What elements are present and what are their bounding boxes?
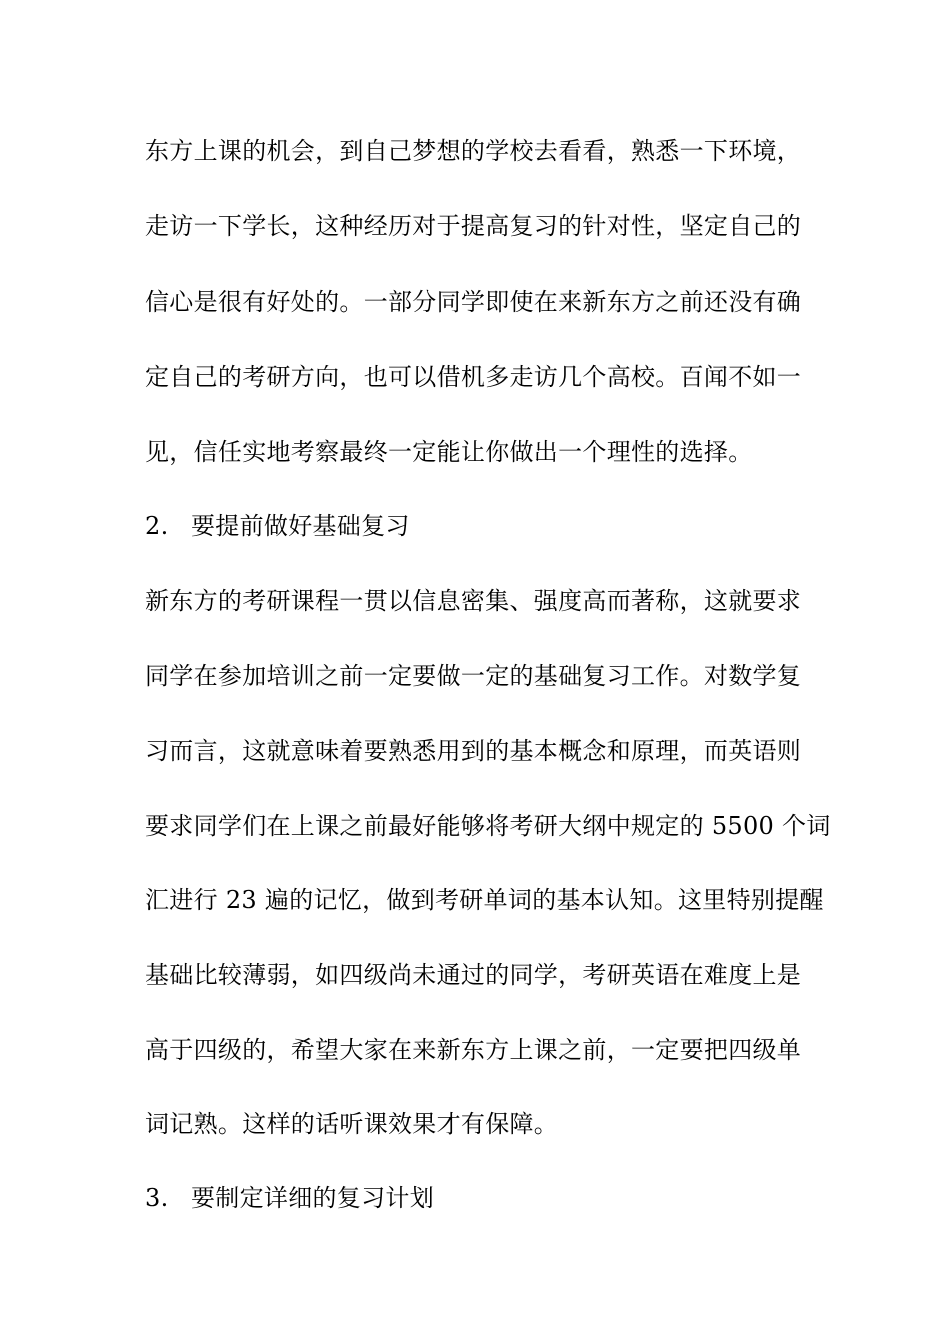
section-heading-3 [145, 1182, 825, 1214]
paragraph-line: 信心是很有好处的。一部分同学即使在来新东方之前还没有确 [145, 288, 802, 316]
paragraph-line: 要求同学们在上课之前最好能够将考研大纲中规定的 5500 个词 [145, 812, 831, 840]
paragraph-line: 走访一下学长，这种经历对于提高复习的针对性，坚定自己的 [145, 212, 802, 240]
paragraph-line: 见，信任实地考察最终一定能让你做出一个理性的选择。 [145, 438, 753, 466]
section-title: 要提前做好基础复习 [191, 512, 410, 540]
paragraph-line: 习而言，这就意味着要熟悉用到的基本概念和原理，而英语则 [145, 737, 802, 765]
paragraph-line: 东方上课的机会，到自己梦想的学校去看看，熟悉一下环境， [145, 137, 802, 165]
paragraph-line: 词记熟。这样的话听课效果才有保障。 [145, 1110, 559, 1138]
paragraph-line: 新东方的考研课程一贯以信息密集、强度高而著称，这就要求 [145, 587, 802, 615]
paragraph-line: 基础比较薄弱，如四级尚未通过的同学，考研英语在难度上是 [145, 961, 802, 989]
section-number: 3. [145, 1184, 169, 1212]
paragraph-line: 定自己的考研方向，也可以借机多走访几个高校。百闻不如一 [145, 363, 802, 391]
section-heading-2 [145, 510, 825, 542]
paragraph-line: 高于四级的，希望大家在来新东方上课之前，一定要把四级单 [145, 1036, 802, 1064]
section-number: 2. [145, 512, 169, 540]
paragraph-line: 同学在参加培训之前一定要做一定的基础复习工作。对数学复 [145, 662, 802, 690]
section-title: 要制定详细的复习计划 [191, 1184, 434, 1212]
paragraph-line: 汇进行 23 遍的记忆，做到考研单词的基本认知。这里特别提醒 [145, 886, 824, 914]
